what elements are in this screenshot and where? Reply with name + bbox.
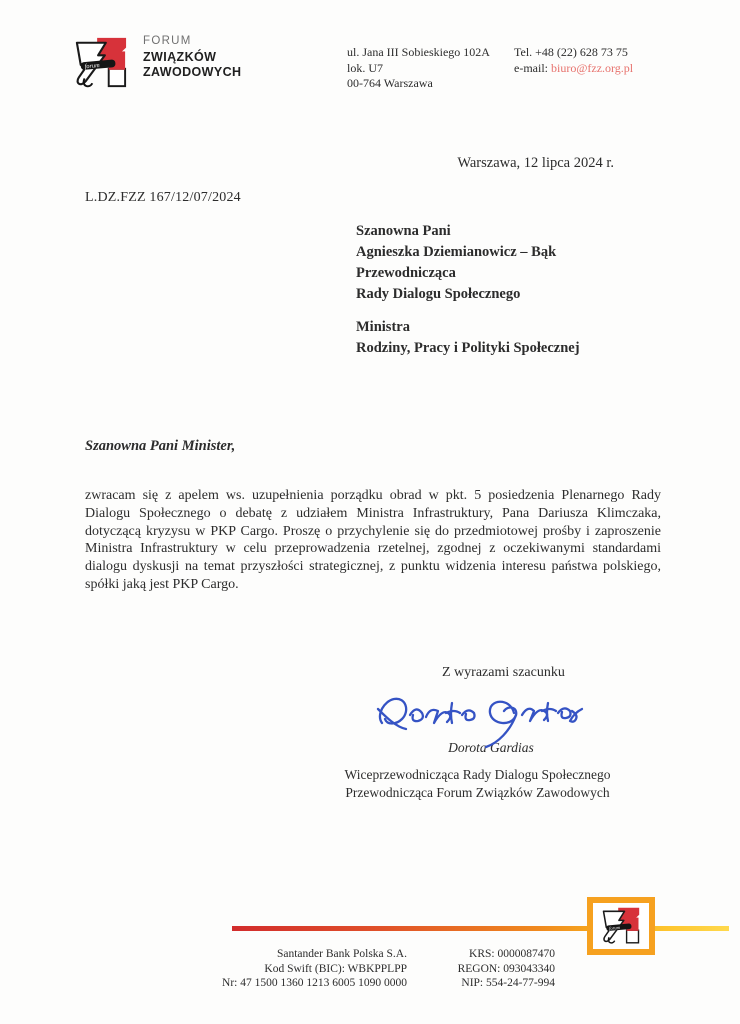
signer-title-line: Wiceprzewodnicząca Rady Dialogu Społecznego bbox=[344, 767, 611, 782]
valediction: Z wyrazami szacunku bbox=[442, 665, 565, 680]
recipient-block bbox=[356, 221, 580, 359]
recipient-line: Szanowna Pani bbox=[356, 223, 451, 239]
signer-titles bbox=[297, 766, 658, 802]
krs-number: KRS: 0000087470 bbox=[469, 948, 555, 960]
org-contact bbox=[514, 45, 633, 76]
recipient-line: Ministra bbox=[356, 319, 410, 335]
footer-bank-details bbox=[140, 947, 407, 991]
email-address: biuro@fzz.org.pl bbox=[550, 60, 634, 75]
footer-logo-frame bbox=[587, 897, 655, 955]
reference-number: L.DZ.FZZ 167/12/07/2024 bbox=[85, 190, 241, 205]
phone-line: Tel. +48 (22) 628 73 75 bbox=[514, 45, 628, 59]
handwritten-signature bbox=[374, 687, 586, 753]
signer-name: Dorota Gardias bbox=[448, 740, 534, 755]
place-and-date: Warszawa, 12 lipca 2024 r. bbox=[457, 155, 614, 171]
fzz-logo-footer-icon bbox=[600, 906, 642, 946]
bank-name: Santander Bank Polska S.A. bbox=[276, 948, 407, 960]
svg-text:forum: forum bbox=[608, 924, 621, 931]
recipient-line: Rodziny, Pracy i Polityki Społecznej bbox=[356, 340, 580, 356]
org-address bbox=[347, 45, 490, 92]
letter-body-paragraph: zwracam się z apelem ws. uzupełnienia porządku obrad w pkt. 5 posiedzenia Plenarnego Rady Dialogu Społecznego o debatę z udziałem Ministra Infrastruktury, Pana Dariusza Klimczaka, dotyczącą kryzysu w PKP Cargo. Proszę o przychylenie się do przedmiotowej prośby i zaproszenie Ministra Infrastruktury w celu przeprowadzenia rzetelnej, zgodnej z oczekiwanymi standardami dialogu dyskusji na temat przyszłości strategicznej, z punktu widzenia interesu państwa polskiego, spółki jaką jest PKP Cargo. bbox=[85, 488, 661, 592]
org-name bbox=[143, 35, 241, 80]
recipient-name: Agnieszka Dziemianowicz – Bąk bbox=[356, 244, 557, 260]
fzz-logo-icon bbox=[72, 36, 130, 90]
email-label: e-mail: bbox=[514, 60, 551, 75]
bank-swift: Kod Swift (BIC): WBKPPLPP bbox=[264, 962, 407, 975]
org-name-line1: FORUM bbox=[143, 35, 192, 47]
svg-text:forum: forum bbox=[84, 61, 100, 71]
regon-number: REGON: 093043340 bbox=[457, 962, 555, 975]
recipient-line: Rady Dialogu Społecznego bbox=[356, 286, 521, 302]
address-line: lok. U7 bbox=[347, 60, 383, 75]
bank-account-number: Nr: 47 1500 1360 1213 6005 1090 0000 bbox=[222, 977, 407, 989]
org-name-line3: ZAWODOWYCH bbox=[143, 65, 242, 79]
address-line: ul. Jana III Sobieskiego 102A bbox=[347, 45, 490, 59]
recipient-line: Przewodnicząca bbox=[356, 265, 456, 281]
email-line bbox=[514, 61, 633, 77]
nip-number: NIP: 554-24-77-994 bbox=[461, 977, 555, 989]
footer-registry-details bbox=[414, 947, 555, 991]
org-name-line2: ZWIĄZKÓW bbox=[143, 50, 217, 64]
salutation: Szanowna Pani Minister, bbox=[85, 438, 236, 454]
address-line: 00-764 Warszawa bbox=[347, 76, 433, 90]
signer-title-line: Przewodnicząca Forum Związków Zawodowych bbox=[345, 785, 610, 800]
